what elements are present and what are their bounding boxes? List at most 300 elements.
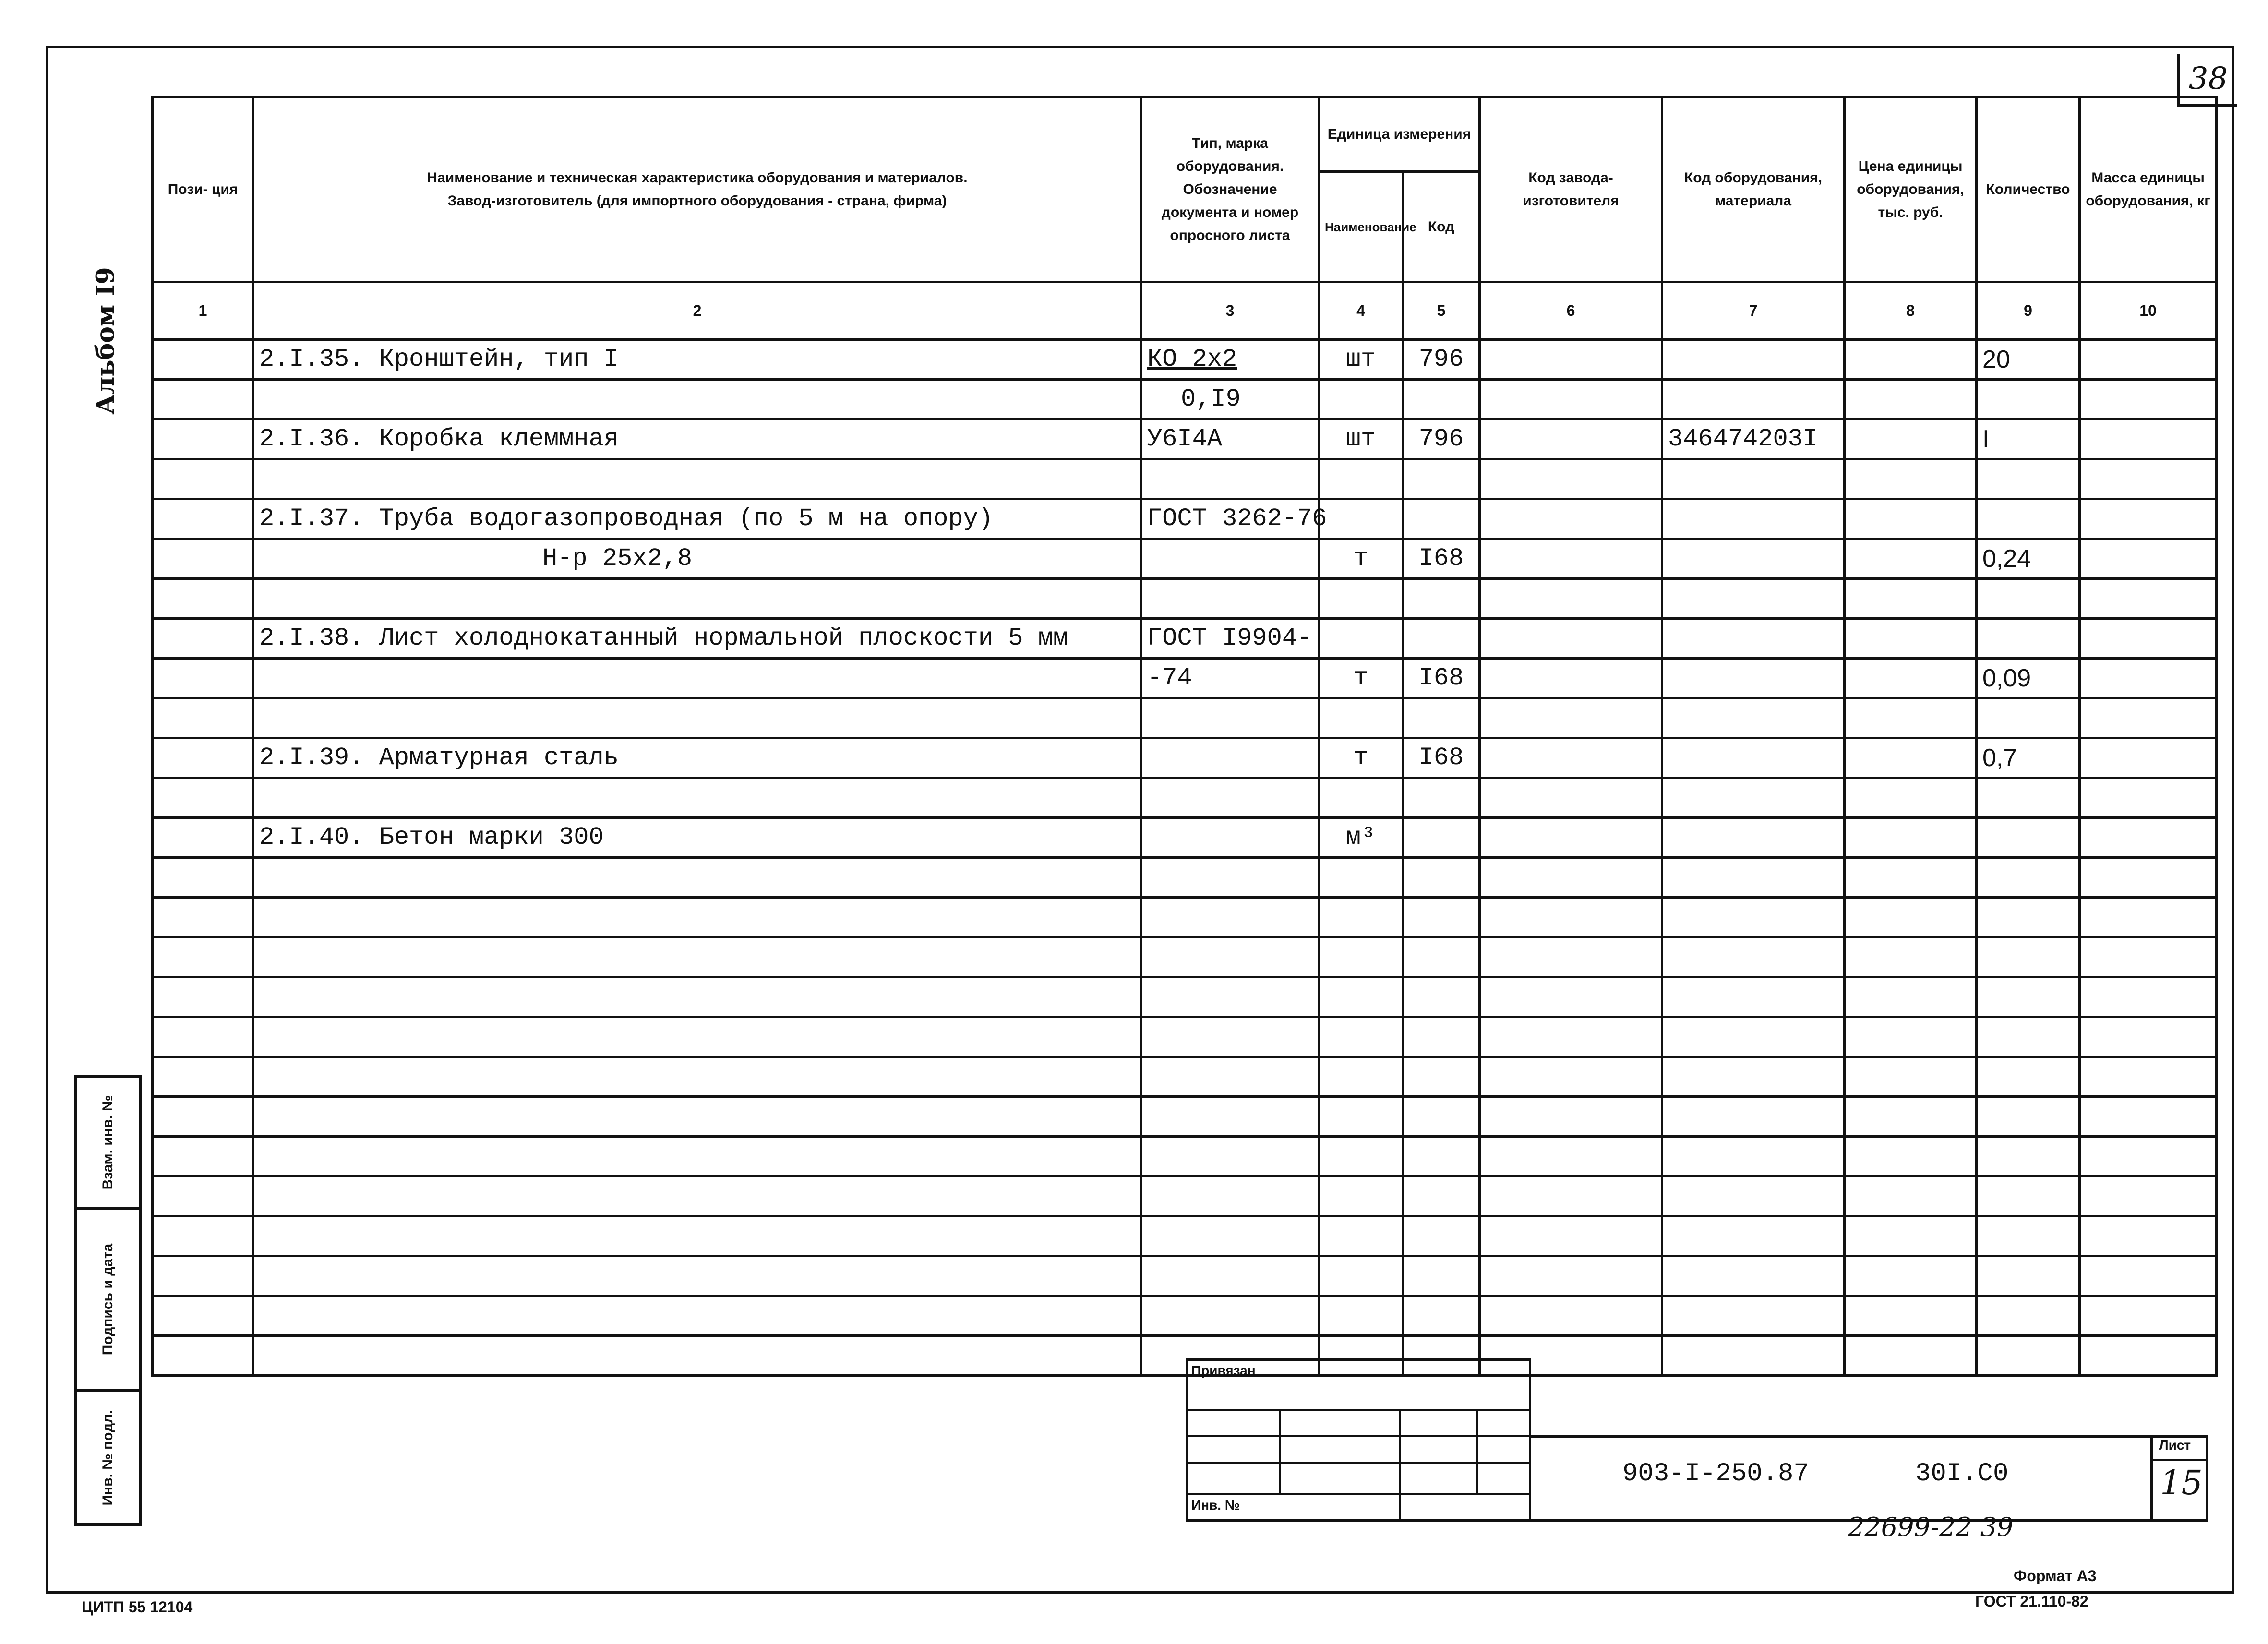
pos-cell xyxy=(153,340,253,380)
title-block-grid xyxy=(1186,1358,1531,1522)
type-cell xyxy=(1141,1057,1319,1097)
qty-cell xyxy=(1977,579,2080,619)
factory-code-cell xyxy=(1480,499,1662,539)
unit-cell xyxy=(1319,1097,1403,1137)
name-cell: 2.I.39. Арматурная сталь xyxy=(253,738,1141,778)
type-cell xyxy=(1141,1137,1319,1176)
equip-code-cell xyxy=(1662,1176,1845,1216)
equip-code-cell xyxy=(1662,579,1845,619)
mass-cell xyxy=(2080,579,2217,619)
price-cell xyxy=(1845,499,1977,539)
price-cell xyxy=(1845,1176,1977,1216)
type-cell: 0,I9 xyxy=(1141,380,1319,420)
qty-cell xyxy=(1977,898,2080,937)
unit-cell xyxy=(1319,579,1403,619)
equip-code-cell xyxy=(1662,898,1845,937)
mass-cell xyxy=(2080,1216,2217,1256)
unit-cell xyxy=(1319,1017,1403,1057)
privyazan-label: Привязан xyxy=(1191,1363,1256,1378)
name-cell: Н-р 25х2,8 xyxy=(253,539,1141,579)
table-row xyxy=(153,937,2217,977)
type-cell xyxy=(1141,1296,1319,1336)
inv-no-label: Инв. № xyxy=(1191,1498,1240,1512)
table-row xyxy=(153,539,2217,579)
format-label: Формат А3 xyxy=(2014,1567,2097,1584)
table-row xyxy=(153,1137,2217,1176)
price-cell xyxy=(1845,1017,1977,1057)
mass-cell xyxy=(2080,858,2217,898)
unit-code-cell xyxy=(1403,698,1480,738)
name-cell xyxy=(253,1336,1141,1376)
equip-code-cell xyxy=(1662,1256,1845,1296)
price-cell xyxy=(1845,1296,1977,1336)
col-header-equip-code: Код оборудования, материала xyxy=(1662,97,1845,282)
name-cell xyxy=(253,659,1141,698)
unit-cell xyxy=(1319,898,1403,937)
unit-cell xyxy=(1319,1057,1403,1097)
name-cell: 2.I.38. Лист холоднокатанный нормальной плоскости 5 мм xyxy=(253,619,1141,659)
qty-cell xyxy=(1977,1097,2080,1137)
mass-cell xyxy=(2080,778,2217,818)
mass-cell xyxy=(2080,738,2217,778)
qty-cell xyxy=(1977,778,2080,818)
pos-cell xyxy=(153,1097,253,1137)
stamp-signature-date xyxy=(74,1207,142,1392)
name-cell xyxy=(253,977,1141,1017)
name-cell xyxy=(253,1097,1141,1137)
unit-code-cell xyxy=(1403,579,1480,619)
price-cell xyxy=(1845,1336,1977,1376)
type-cell xyxy=(1141,1097,1319,1137)
pos-cell xyxy=(153,539,253,579)
table-row xyxy=(153,818,2217,858)
qty-cell xyxy=(1977,818,2080,858)
equip-code-cell xyxy=(1662,778,1845,818)
price-cell xyxy=(1845,738,1977,778)
mass-cell xyxy=(2080,459,2217,499)
equip-code-cell xyxy=(1662,818,1845,858)
mass-cell xyxy=(2080,420,2217,459)
unit-cell xyxy=(1319,1137,1403,1176)
qty-cell xyxy=(1977,858,2080,898)
document-code: 903-I-250.87 xyxy=(1622,1459,1809,1488)
album-label xyxy=(77,269,134,413)
name-cell xyxy=(253,778,1141,818)
stamp-inv-podl-label: Инв. № подл. xyxy=(100,1409,116,1506)
mass-cell xyxy=(2080,898,2217,937)
unit-cell xyxy=(1319,937,1403,977)
list-label: Лист xyxy=(2159,1438,2191,1452)
equip-code-cell xyxy=(1662,1296,1845,1336)
stamp-inv-podl xyxy=(74,1389,142,1526)
name-cell xyxy=(253,698,1141,738)
gost-label: ГОСТ 21.110-82 xyxy=(1975,1593,2088,1610)
table-row xyxy=(153,579,2217,619)
unit-cell: шт xyxy=(1319,420,1403,459)
unit-code-cell xyxy=(1403,459,1480,499)
stamp-vzam-inv-label: Взам. инв. № xyxy=(100,1095,116,1190)
type-cell xyxy=(1141,977,1319,1017)
name-cell xyxy=(253,937,1141,977)
unit-cell xyxy=(1319,858,1403,898)
unit-cell xyxy=(1319,1176,1403,1216)
equip-code-cell xyxy=(1662,380,1845,420)
price-cell xyxy=(1845,778,1977,818)
column-number: 6 xyxy=(1480,282,1662,340)
unit-code-cell: 796 xyxy=(1403,340,1480,380)
table-row xyxy=(153,1216,2217,1256)
name-cell: 2.I.36. Коробка клеммная xyxy=(253,420,1141,459)
col-header-mass: Масса единицы оборудования, кг xyxy=(2080,97,2217,282)
unit-cell xyxy=(1319,1296,1403,1336)
name-cell xyxy=(253,459,1141,499)
factory-code-cell xyxy=(1480,1296,1662,1336)
price-cell xyxy=(1845,937,1977,977)
column-number: 7 xyxy=(1662,282,1845,340)
type-cell xyxy=(1141,738,1319,778)
unit-cell: шт xyxy=(1319,340,1403,380)
unit-code-cell xyxy=(1403,380,1480,420)
name-cell xyxy=(253,1176,1141,1216)
table-row xyxy=(153,698,2217,738)
table-row xyxy=(153,420,2217,459)
equip-code-cell xyxy=(1662,340,1845,380)
qty-cell: 0,7 xyxy=(1977,738,2080,778)
column-number: 8 xyxy=(1845,282,1977,340)
factory-code-cell xyxy=(1480,818,1662,858)
mass-cell xyxy=(2080,1256,2217,1296)
name-cell: 2.I.40. Бетон марки 300 xyxy=(253,818,1141,858)
name-cell xyxy=(253,1017,1141,1057)
unit-cell xyxy=(1319,1216,1403,1256)
mass-cell xyxy=(2080,340,2217,380)
column-number: 4 xyxy=(1319,282,1403,340)
col-header-type: Тип, марка оборудования. Обозначение документа и номер опросного листа xyxy=(1141,97,1319,282)
name-cell: 2.I.35. Кронштейн, тип I xyxy=(253,340,1141,380)
mass-cell xyxy=(2080,818,2217,858)
factory-code-cell xyxy=(1480,1256,1662,1296)
unit-code-cell xyxy=(1403,1296,1480,1336)
table-row xyxy=(153,898,2217,937)
section-code: 30I.C0 xyxy=(1915,1459,2009,1488)
qty-cell xyxy=(1977,1057,2080,1097)
qty-cell xyxy=(1977,1256,2080,1296)
qty-cell xyxy=(1977,1336,2080,1376)
factory-code-cell xyxy=(1480,579,1662,619)
price-cell xyxy=(1845,659,1977,698)
type-cell xyxy=(1141,818,1319,858)
factory-code-cell xyxy=(1480,539,1662,579)
qty-cell xyxy=(1977,1137,2080,1176)
pos-cell xyxy=(153,818,253,858)
factory-code-cell xyxy=(1480,1017,1662,1057)
factory-code-cell xyxy=(1480,738,1662,778)
col-header-name: Наименование и техническая характеристика оборудования и материалов. Завод-изготовитель (для импортного оборудования - страна, фирма) xyxy=(253,97,1141,282)
table-row xyxy=(153,977,2217,1017)
factory-code-cell xyxy=(1480,977,1662,1017)
col-header-factory-code: Код завода-изготовителя xyxy=(1480,97,1662,282)
mass-cell xyxy=(2080,937,2217,977)
qty-cell xyxy=(1977,937,2080,977)
mass-cell xyxy=(2080,1176,2217,1216)
name-cell xyxy=(253,858,1141,898)
name-cell xyxy=(253,1137,1141,1176)
mass-cell xyxy=(2080,1097,2217,1137)
name-cell xyxy=(253,1057,1141,1097)
qty-cell xyxy=(1977,977,2080,1017)
column-number-row xyxy=(153,282,2217,340)
album-label-text: Альбом I9 xyxy=(91,267,120,415)
equip-code-cell xyxy=(1662,1017,1845,1057)
unit-cell: м³ xyxy=(1319,818,1403,858)
qty-cell xyxy=(1977,698,2080,738)
factory-code-cell xyxy=(1480,698,1662,738)
table-row xyxy=(153,1057,2217,1097)
name-cell xyxy=(253,1256,1141,1296)
type-cell xyxy=(1141,1216,1319,1256)
price-cell xyxy=(1845,1256,1977,1296)
column-number: 10 xyxy=(2080,282,2217,340)
equip-code-cell xyxy=(1662,619,1845,659)
table-row xyxy=(153,1336,2217,1376)
unit-code-cell xyxy=(1403,619,1480,659)
specification-table xyxy=(151,96,2218,1377)
registration-number: 22699-22 39 xyxy=(1848,1512,2014,1542)
unit-code-cell: 796 xyxy=(1403,420,1480,459)
qty-cell: 0,09 xyxy=(1977,659,2080,698)
name-cell xyxy=(253,380,1141,420)
unit-code-cell xyxy=(1403,858,1480,898)
cipher-label: ЦИТП 55 12104 xyxy=(82,1598,193,1616)
type-cell xyxy=(1141,778,1319,818)
unit-code-cell xyxy=(1403,1256,1480,1296)
price-cell xyxy=(1845,539,1977,579)
equip-code-cell xyxy=(1662,858,1845,898)
mass-cell xyxy=(2080,659,2217,698)
factory-code-cell xyxy=(1480,340,1662,380)
equip-code-cell xyxy=(1662,499,1845,539)
unit-code-cell: I68 xyxy=(1403,539,1480,579)
stamp-vzam-inv xyxy=(74,1075,142,1210)
unit-code-cell xyxy=(1403,1137,1480,1176)
column-number: 3 xyxy=(1141,282,1319,340)
qty-cell xyxy=(1977,619,2080,659)
column-number: 5 xyxy=(1403,282,1480,340)
pos-cell xyxy=(153,1017,253,1057)
factory-code-cell xyxy=(1480,898,1662,937)
mass-cell xyxy=(2080,380,2217,420)
factory-code-cell xyxy=(1480,619,1662,659)
equip-code-cell xyxy=(1662,459,1845,499)
unit-code-cell xyxy=(1403,1097,1480,1137)
pos-cell xyxy=(153,1216,253,1256)
sheet-number-top: 38 xyxy=(2177,54,2237,107)
stamp-signature-date-label: Подпись и дата xyxy=(100,1243,116,1356)
type-cell: КО 2х2 xyxy=(1141,340,1319,380)
unit-cell: т xyxy=(1319,659,1403,698)
pos-cell xyxy=(153,858,253,898)
column-number: 2 xyxy=(253,282,1141,340)
qty-cell xyxy=(1977,1296,2080,1336)
equip-code-cell xyxy=(1662,539,1845,579)
price-cell xyxy=(1845,1097,1977,1137)
unit-code-cell xyxy=(1403,778,1480,818)
name-cell xyxy=(253,1296,1141,1336)
pos-cell xyxy=(153,380,253,420)
price-cell xyxy=(1845,858,1977,898)
equip-code-cell xyxy=(1662,698,1845,738)
equip-code-cell xyxy=(1662,1097,1845,1137)
mass-cell xyxy=(2080,539,2217,579)
type-cell xyxy=(1141,539,1319,579)
price-cell xyxy=(1845,380,1977,420)
unit-code-cell xyxy=(1403,977,1480,1017)
equip-code-cell xyxy=(1662,659,1845,698)
price-cell xyxy=(1845,818,1977,858)
pos-cell xyxy=(153,659,253,698)
pos-cell xyxy=(153,1256,253,1296)
pos-cell xyxy=(153,977,253,1017)
col-header-price: Цена единицы оборудования, тыс. руб. xyxy=(1845,97,1977,282)
unit-code-cell xyxy=(1403,1017,1480,1057)
qty-cell xyxy=(1977,380,2080,420)
price-cell xyxy=(1845,698,1977,738)
pos-cell xyxy=(153,499,253,539)
factory-code-cell xyxy=(1480,778,1662,818)
type-cell xyxy=(1141,1017,1319,1057)
pos-cell xyxy=(153,1296,253,1336)
equip-code-cell xyxy=(1662,977,1845,1017)
table-row xyxy=(153,1176,2217,1216)
qty-cell xyxy=(1977,459,2080,499)
type-cell xyxy=(1141,1176,1319,1216)
factory-code-cell xyxy=(1480,937,1662,977)
qty-cell: 0,24 xyxy=(1977,539,2080,579)
pos-cell xyxy=(153,698,253,738)
type-cell: -74 xyxy=(1141,659,1319,698)
type-cell xyxy=(1141,898,1319,937)
pos-cell xyxy=(153,937,253,977)
pos-cell xyxy=(153,420,253,459)
unit-cell xyxy=(1319,698,1403,738)
type-cell xyxy=(1141,937,1319,977)
factory-code-cell xyxy=(1480,1137,1662,1176)
table-row xyxy=(153,1017,2217,1057)
table-row xyxy=(153,619,2217,659)
unit-cell: т xyxy=(1319,539,1403,579)
equip-code-cell xyxy=(1662,1216,1845,1256)
name-cell xyxy=(253,1216,1141,1256)
mass-cell xyxy=(2080,1137,2217,1176)
qty-cell xyxy=(1977,1216,2080,1256)
col-header-unit-code: Код xyxy=(1403,172,1480,282)
pos-cell xyxy=(153,579,253,619)
mass-cell xyxy=(2080,1296,2217,1336)
pos-cell xyxy=(153,1336,253,1376)
price-cell xyxy=(1845,619,1977,659)
equip-code-cell xyxy=(1662,1336,1845,1376)
price-cell xyxy=(1845,898,1977,937)
list-number: 15 xyxy=(2160,1463,2203,1502)
pos-cell xyxy=(153,778,253,818)
unit-code-cell xyxy=(1403,818,1480,858)
unit-code-cell xyxy=(1403,898,1480,937)
name-cell xyxy=(253,898,1141,937)
qty-cell xyxy=(1977,1017,2080,1057)
name-cell: 2.I.37. Труба водогазопроводная (по 5 м на опору) xyxy=(253,499,1141,539)
table-row xyxy=(153,380,2217,420)
unit-cell: т xyxy=(1319,738,1403,778)
table-row xyxy=(153,1256,2217,1296)
factory-code-cell xyxy=(1480,858,1662,898)
pos-cell xyxy=(153,738,253,778)
column-number: 9 xyxy=(1977,282,2080,340)
factory-code-cell xyxy=(1480,380,1662,420)
price-cell xyxy=(1845,459,1977,499)
unit-cell xyxy=(1319,977,1403,1017)
type-cell xyxy=(1141,858,1319,898)
qty-cell xyxy=(1977,1176,2080,1216)
equip-code-cell: 346474203I xyxy=(1662,420,1845,459)
price-cell xyxy=(1845,1057,1977,1097)
pos-cell xyxy=(153,1137,253,1176)
unit-code-cell: I68 xyxy=(1403,738,1480,778)
factory-code-cell xyxy=(1480,420,1662,459)
unit-cell xyxy=(1319,499,1403,539)
factory-code-cell xyxy=(1480,1176,1662,1216)
pos-cell xyxy=(153,459,253,499)
unit-code-cell xyxy=(1403,1176,1480,1216)
table-row xyxy=(153,1097,2217,1137)
type-cell xyxy=(1141,459,1319,499)
factory-code-cell xyxy=(1480,459,1662,499)
table-row xyxy=(153,659,2217,698)
column-number: 1 xyxy=(153,282,253,340)
unit-code-cell xyxy=(1403,499,1480,539)
mass-cell xyxy=(2080,499,2217,539)
col-header-unit-name: Наименование xyxy=(1319,172,1403,282)
mass-cell xyxy=(2080,698,2217,738)
factory-code-cell xyxy=(1480,1216,1662,1256)
mass-cell xyxy=(2080,1057,2217,1097)
name-cell xyxy=(253,579,1141,619)
factory-code-cell xyxy=(1480,659,1662,698)
unit-cell xyxy=(1319,1256,1403,1296)
price-cell xyxy=(1845,340,1977,380)
mass-cell xyxy=(2080,1336,2217,1376)
price-cell xyxy=(1845,1216,1977,1256)
col-header-unit: Единица измерения xyxy=(1319,97,1480,172)
table-row xyxy=(153,340,2217,380)
price-cell xyxy=(1845,579,1977,619)
price-cell xyxy=(1845,420,1977,459)
col-header-qty: Количество xyxy=(1977,97,2080,282)
pos-cell xyxy=(153,898,253,937)
table-row xyxy=(153,499,2217,539)
pos-cell xyxy=(153,619,253,659)
unit-cell xyxy=(1319,619,1403,659)
qty-cell xyxy=(1977,499,2080,539)
unit-code-cell: I68 xyxy=(1403,659,1480,698)
pos-cell xyxy=(153,1057,253,1097)
unit-code-cell xyxy=(1403,1057,1480,1097)
type-cell: ГОСТ 3262-76 xyxy=(1141,499,1319,539)
equip-code-cell xyxy=(1662,738,1845,778)
unit-code-cell xyxy=(1403,937,1480,977)
table-row xyxy=(153,738,2217,778)
price-cell xyxy=(1845,977,1977,1017)
col-header-pos: Пози- ция xyxy=(153,97,253,282)
